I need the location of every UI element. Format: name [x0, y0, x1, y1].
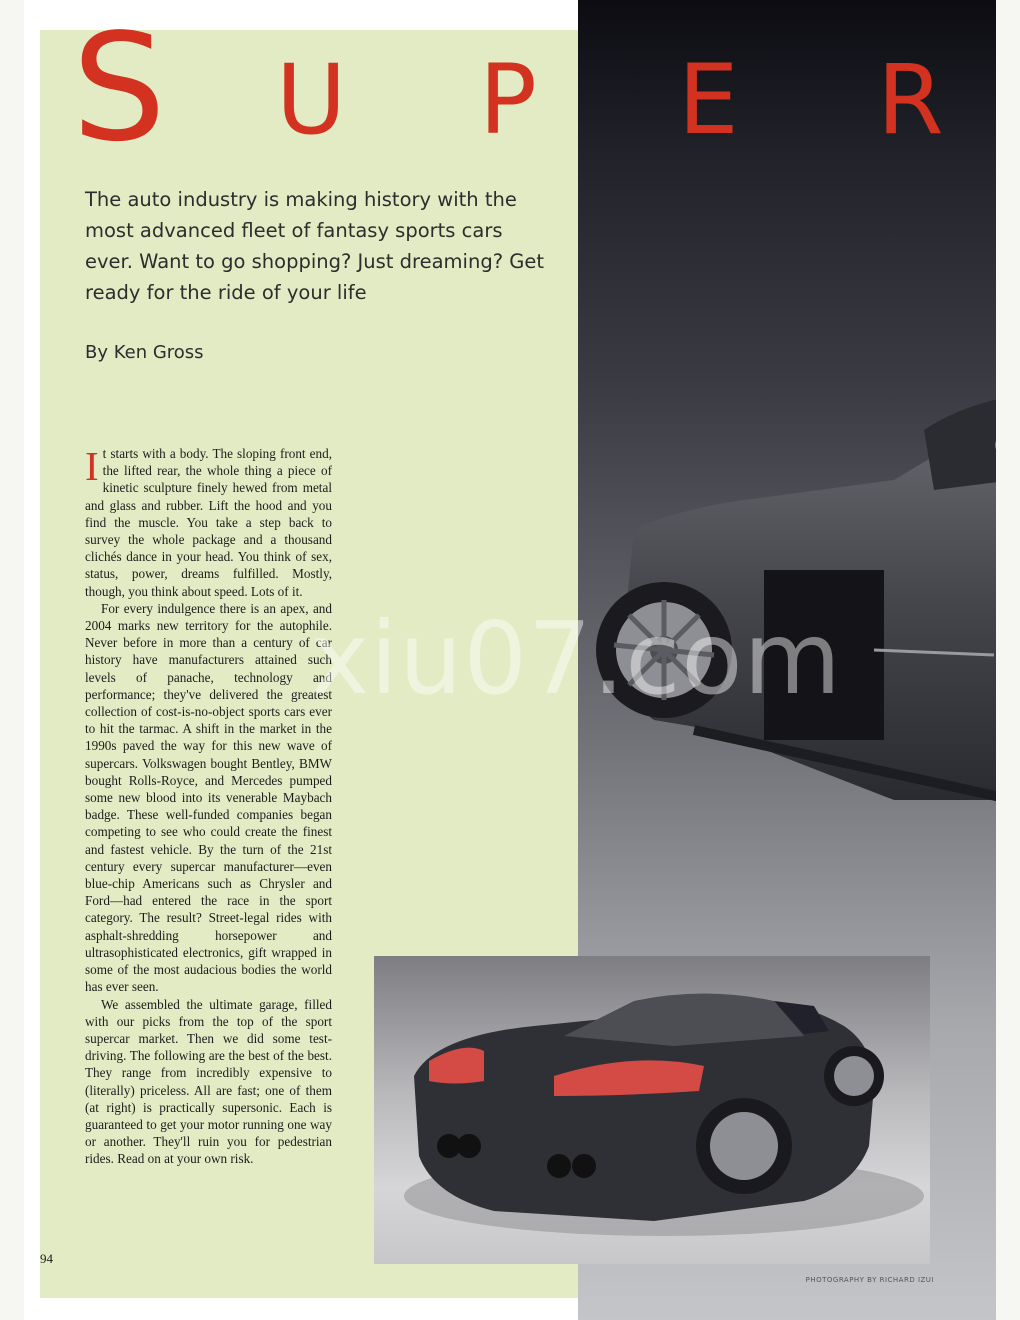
- title-letter-s: S: [72, 2, 166, 174]
- page-number: 94: [40, 1251, 53, 1266]
- body-paragraph-2: For every indulgence there is an apex, and 2004 marks new territory for the autophile. Never before in more than a century of car history have manufacturers attained such levels of panache, technology and performance; they've delivered the greatest collection of cost-is-no-object sports cars ever to hit the tarmac. A shift in the market in the 1990s paved the way for this new wave of supercars. Volkswagen bought Bentley, BMW bought Rolls-Royce, and Mercedes pumped some new blood into its venerable Maybach badge. These well-funded companies began competing to see who could create the finest and fastest vehicle. By the turn of the 21st century every supercar manufacturer—even blue-chip Americans such as Chrysler and Ford—had entered the race in the sport category. The result? Street-legal rides with asphalt-shredding horsepower and ultrasophisticated electronics, gift wrapped in some of the most audacious bodies the world has ever seen.: [85, 600, 332, 995]
- byline: By Ken Gross: [85, 342, 204, 363]
- title-letter-u: U: [276, 44, 347, 156]
- article-body: [85, 445, 332, 1168]
- article-deck: The auto industry is making history with the most advanced fleet of fantasy sports cars ever. Want to go shopping? Just dreaming? Get ready for the ride of your life: [85, 188, 545, 304]
- magazine-page: [24, 0, 996, 1320]
- car-rear-illustration: [374, 956, 930, 1264]
- body-paragraph-1: It starts with a body. The sloping front end, the lifted rear, the whole thing a piece of kinetic sculpture finely hewed from metal and glass and rubber. Lift the hood and you find the muscle. You take a step back to survey the whole package and a thousand clichés dance in your head. You think of sex, status, power, dreams fulfilled. Mostly, though, you think about speed. Lots of it.: [85, 443, 332, 599]
- body-paragraph-3: We assembled the ultimate garage, filled with our picks from the top of the sport supercar market. Then we did some test-driving. The following are the best of the best. They range from incredibly expensive to (literally) priceless. All are fast; one of them (at right) is practically supersonic. Each is guaranteed to get your motor running one way or another. They'll ruin you for pedestrian rides. Read on at your own risk.: [85, 996, 332, 1167]
- watermark: xiu07.com: [310, 600, 842, 717]
- car-rear-photo: [374, 956, 930, 1264]
- title-letter-r: R: [877, 44, 944, 156]
- drop-cap: I: [85, 443, 99, 489]
- photo-credit: PHOTOGRAPHY BY RICHARD IZUI: [805, 1276, 934, 1284]
- title-letter-e: E: [678, 44, 739, 156]
- title-letter-p: P: [479, 44, 537, 156]
